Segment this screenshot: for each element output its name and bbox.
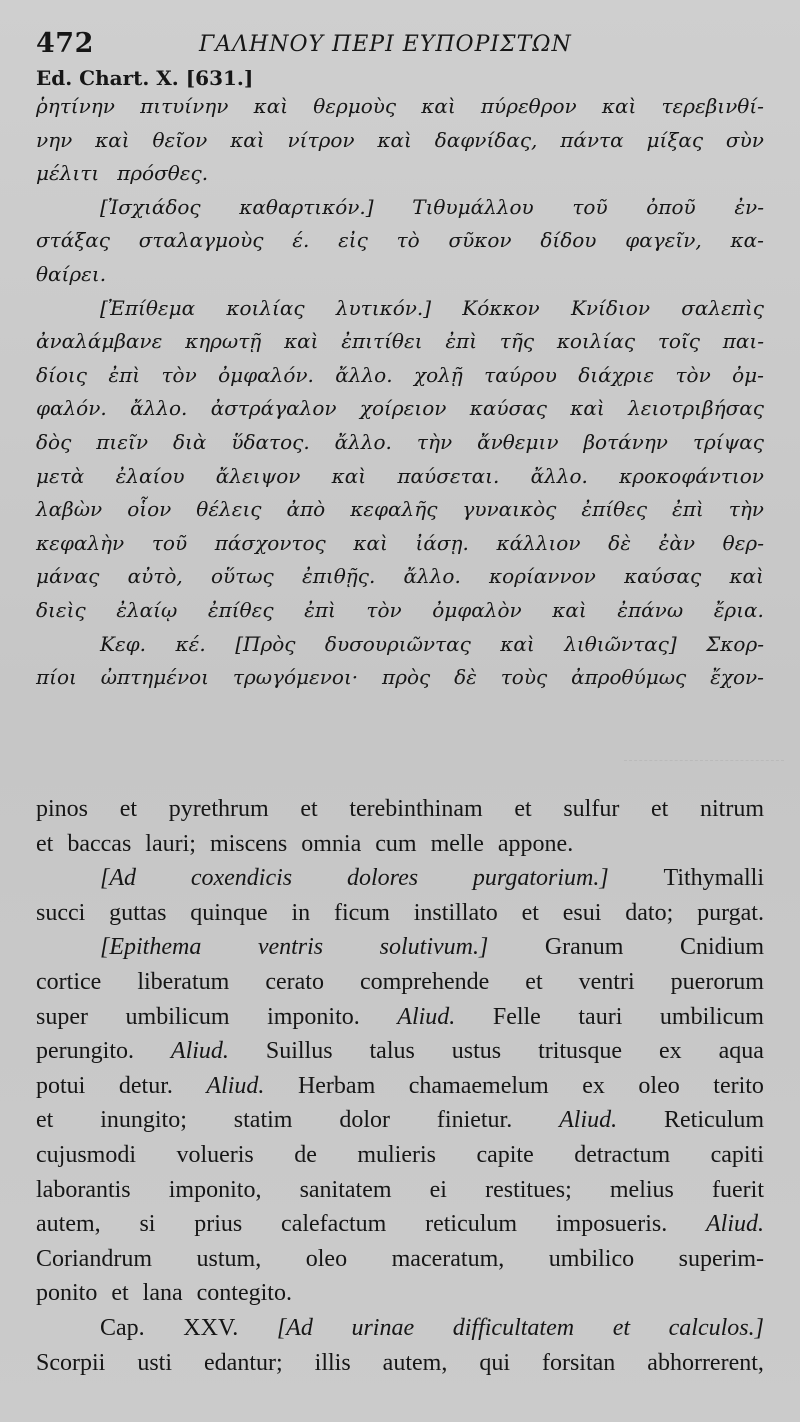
word: γυναικὸς: [462, 497, 557, 522]
word: εἰς: [338, 228, 368, 253]
word: ἀστράγαλον: [210, 396, 337, 421]
word: illis: [314, 1349, 351, 1376]
word: ταύρου: [484, 362, 557, 387]
word: καύσας: [624, 564, 702, 589]
word: πύρεθρον: [480, 94, 577, 118]
text-line: [36, 325, 764, 359]
word: urinae: [351, 1314, 415, 1341]
text-line: [36, 460, 764, 494]
word: [Epithema: [100, 934, 202, 961]
word: et: [650, 796, 669, 822]
page-number: 472: [36, 28, 94, 59]
word: τρίψας: [692, 429, 764, 454]
text-line: [36, 628, 764, 662]
word: cerato: [265, 968, 324, 995]
word: ἐπὶ: [672, 497, 704, 522]
word: appone.: [497, 830, 574, 857]
word: έ.: [292, 228, 310, 253]
text-line: [36, 292, 764, 326]
word: Tithymalli: [663, 865, 764, 892]
word: cum: [375, 830, 417, 857]
text-line: [36, 792, 764, 827]
word: δὲ: [454, 665, 477, 690]
word: capiti: [710, 1141, 764, 1168]
text-line: [36, 224, 764, 258]
word: βοτάνην: [583, 429, 668, 454]
word: et: [36, 830, 54, 857]
word: melle: [430, 830, 484, 857]
word: XXV.: [183, 1314, 239, 1341]
word: in: [291, 899, 311, 926]
word: Granum: [544, 934, 624, 961]
text-line: [36, 426, 764, 460]
word: dolores: [346, 865, 419, 892]
word: ἐπίθες: [207, 597, 274, 622]
word: διὰ: [172, 429, 207, 454]
word: ἔχον-: [710, 665, 764, 690]
word: ex: [582, 1072, 605, 1099]
word: et: [300, 796, 318, 822]
word: pinos: [36, 796, 89, 822]
word: κάλλιον: [496, 530, 581, 555]
word: διάχριε: [578, 362, 655, 387]
word: lana: [142, 1280, 183, 1307]
word: καὶ: [253, 94, 289, 118]
text-line: [36, 359, 764, 393]
word: τοὺς: [500, 665, 548, 690]
word: ὀμφαλὸν: [432, 597, 522, 622]
word: et: [111, 1280, 129, 1307]
word: νίτρον: [287, 127, 355, 152]
word: et: [525, 968, 543, 995]
word: [Ἐπίθεμα: [100, 295, 196, 320]
word: Aliud.: [206, 1072, 265, 1099]
word: et: [521, 899, 539, 926]
word: et: [612, 1314, 631, 1341]
text-line: [36, 827, 764, 862]
word: fuerit: [712, 1176, 764, 1203]
word: κορίαννον: [489, 564, 596, 589]
word: ἐπιθῇς.: [302, 564, 376, 589]
word: comprehende: [359, 968, 490, 995]
word: δὸς: [36, 429, 72, 454]
word: Aliud.: [706, 1211, 764, 1238]
word: puerorum: [670, 968, 764, 995]
word: καὶ: [421, 94, 456, 118]
word: κέ.: [175, 631, 206, 656]
word: aqua: [718, 1038, 764, 1065]
word: δίοις: [36, 362, 87, 387]
word: umbilico: [548, 1245, 635, 1272]
word: lauri;: [145, 830, 196, 857]
word: calefactum: [281, 1211, 387, 1238]
text-line: [36, 1173, 764, 1208]
word: oleo: [638, 1072, 680, 1099]
word: finietur.: [436, 1107, 513, 1134]
word: πάσχοντος: [214, 530, 326, 555]
word: ἄλλο.: [530, 463, 588, 488]
word: κηρωτῇ: [185, 329, 262, 354]
word: πίοι: [36, 665, 77, 690]
word: ventri: [578, 968, 635, 995]
word: melius: [609, 1176, 674, 1203]
word: coxendicis: [190, 865, 293, 892]
word: usti: [137, 1349, 173, 1376]
word: ustum,: [196, 1245, 262, 1272]
text-line: [36, 1311, 764, 1346]
word: ei: [429, 1176, 447, 1203]
word: ἀπροθύμως: [571, 665, 687, 690]
word: μέλιτι: [36, 161, 100, 186]
greek-text-block: [36, 90, 764, 695]
word: si: [139, 1211, 156, 1238]
word: cujusmodi: [36, 1141, 136, 1168]
word: ἐλαίου: [115, 463, 185, 488]
word: ἄλλο.: [403, 564, 461, 589]
word: πιτυίνην: [140, 94, 229, 118]
word: λαβὼν: [36, 497, 103, 522]
show-through-mark: [624, 760, 784, 775]
word: ἄλειψον: [215, 463, 301, 488]
word: ῥητίνην: [36, 94, 115, 118]
word: calculos.]: [668, 1314, 764, 1341]
word: prius: [194, 1211, 243, 1238]
text-line: [36, 861, 764, 896]
text-line: [36, 594, 764, 628]
word: ὀμ-: [732, 362, 764, 387]
page-header: [36, 28, 764, 64]
text-line: [36, 191, 764, 225]
word: θεῖον: [152, 127, 208, 152]
word: σταλαγμοὺς: [138, 228, 264, 253]
word: instillato: [413, 899, 498, 926]
word: Τιθυμάλλου: [412, 194, 534, 219]
word: ἐπὶ: [108, 362, 141, 387]
word: esui: [562, 899, 602, 926]
word: θαίρει.: [36, 261, 107, 286]
word: ἔρια.: [713, 597, 764, 622]
word: καὶ: [331, 463, 367, 488]
word: laborantis: [36, 1176, 131, 1203]
text-line: [36, 157, 764, 191]
word: τρωγόμενοι·: [232, 665, 359, 690]
word: qui: [479, 1349, 510, 1376]
word: καὶ: [552, 597, 587, 622]
latin-text-block: [36, 792, 764, 1380]
word: σαλεπὶς: [681, 295, 764, 320]
text-line: [36, 493, 764, 527]
word: ventris: [257, 934, 324, 961]
word: τὸν: [366, 597, 402, 622]
word: ponito: [36, 1280, 98, 1307]
word: μετὰ: [36, 463, 85, 488]
word: purgatorium.]: [472, 865, 609, 892]
word: καὶ: [729, 564, 764, 589]
word: pyrethrum: [168, 796, 269, 822]
word: [Ἰσχιάδος: [100, 194, 201, 219]
word: λειοτριβήσας: [628, 396, 764, 421]
word: [Ad: [100, 865, 136, 892]
word: οἷον: [127, 497, 172, 522]
word: ἄνθεμιν: [477, 429, 559, 454]
word: καὶ: [601, 94, 637, 118]
word: θερμοὺς: [313, 94, 397, 118]
text-line: [36, 1069, 764, 1104]
word: Aliud.: [397, 1003, 456, 1030]
word: ficum: [333, 899, 390, 926]
running-head: ΓΑΛΗΝΟΥ ΠΕΡΙ ΕΥΠΟΡΙΣΤΩΝ: [199, 32, 572, 57]
word: succi: [36, 899, 86, 926]
text-line: [36, 1103, 764, 1138]
text-line: [36, 124, 764, 158]
text-line: [36, 661, 764, 695]
word: abhorrerent,: [647, 1349, 764, 1376]
word: τὴν: [728, 497, 764, 522]
word: Herbam: [297, 1072, 376, 1099]
word: πιεῖν: [96, 429, 148, 454]
word: super: [36, 1003, 88, 1030]
word: ἐπιτίθει: [341, 329, 423, 354]
word: [Πρὸς: [235, 631, 296, 656]
word: talus: [369, 1038, 415, 1065]
word: guttas: [109, 899, 167, 926]
text-line: [36, 965, 764, 1000]
word: τὸν: [675, 362, 711, 387]
text-line: [36, 896, 764, 931]
word: δίδου: [540, 228, 597, 253]
text-line: [36, 930, 764, 965]
word: χοίρειον: [359, 396, 447, 421]
word: θερ-: [722, 530, 764, 555]
word: autem,: [382, 1349, 448, 1376]
text-line: [36, 1138, 764, 1173]
word: imponito.: [267, 1003, 360, 1030]
word: πάντα: [560, 127, 624, 152]
word: μίξας: [646, 127, 704, 152]
word: et: [36, 1107, 54, 1134]
word: imponito,: [168, 1176, 262, 1203]
word: quinque: [190, 899, 268, 926]
word: autem,: [36, 1211, 101, 1238]
word: Aliud.: [559, 1107, 618, 1134]
word: reticulum: [425, 1211, 518, 1238]
text-line: [36, 1207, 764, 1242]
word: solutivum.]: [379, 934, 489, 961]
word: φαλόν.: [36, 396, 107, 421]
word: φαγεῖν,: [625, 228, 702, 253]
word: καὶ: [353, 530, 388, 555]
text-line: [36, 1000, 764, 1035]
text-line: [36, 1276, 764, 1311]
word: Κνίδιον: [570, 295, 650, 320]
word: ἐν-: [734, 194, 764, 219]
word: detractum: [574, 1141, 671, 1168]
word: χολῇ: [413, 362, 463, 387]
word: ustus: [451, 1038, 502, 1065]
word: superim-: [678, 1245, 764, 1272]
word: ex: [659, 1038, 682, 1065]
word: λιθιῶντας]: [564, 631, 677, 656]
word: nitrum: [699, 796, 764, 822]
text-line: [36, 90, 764, 124]
word: Κόκκον: [462, 295, 540, 320]
word: ἐπίθες: [581, 497, 648, 522]
word: dolor: [339, 1107, 391, 1134]
word: κοιλίας: [226, 295, 305, 320]
word: ὠπτημένοι: [100, 665, 210, 690]
word: τοῦ: [572, 194, 608, 219]
word: παύσεται.: [397, 463, 500, 488]
word: ἐὰν: [658, 530, 695, 555]
word: volueris: [176, 1141, 254, 1168]
text-line: [36, 560, 764, 594]
word: ὀμφαλόν.: [218, 362, 314, 387]
word: Reticulum: [664, 1107, 764, 1134]
word: λυτικόν.]: [335, 295, 432, 320]
word: οὕτως: [210, 564, 274, 589]
word: Σκορ-: [706, 631, 764, 656]
word: ὀποῦ: [646, 194, 696, 219]
word: ἐπάνω: [617, 597, 684, 622]
word: κεφαλὴν: [36, 530, 125, 555]
word: dato;: [625, 899, 674, 926]
word: κροκοφάντιον: [619, 463, 764, 488]
word: capite: [476, 1141, 534, 1168]
word: sulfur: [563, 796, 620, 822]
word: τερεβινθί-: [661, 94, 764, 118]
word: καὶ: [570, 396, 605, 421]
word: παι-: [722, 329, 764, 354]
word: maceratum,: [391, 1245, 505, 1272]
word: tauri: [578, 1003, 623, 1030]
word: difficultatem: [452, 1314, 575, 1341]
text-line: [36, 1346, 764, 1381]
word: Coriandrum: [36, 1245, 152, 1272]
word: ἐπὶ: [304, 597, 336, 622]
word: chamaemelum: [408, 1072, 549, 1099]
word: δὲ: [608, 530, 631, 555]
word: Scorpii: [36, 1349, 106, 1376]
text-line: [36, 1034, 764, 1069]
word: forsitan: [541, 1349, 616, 1376]
word: umbilicum: [659, 1003, 764, 1030]
word: κεφαλῆς: [350, 497, 438, 522]
word: terito: [713, 1072, 764, 1099]
word: et: [119, 796, 138, 822]
word: omnia: [301, 830, 362, 857]
word: σὺν: [725, 127, 764, 152]
word: contegito.: [196, 1280, 292, 1307]
word: umbilicum: [125, 1003, 230, 1030]
word: oleo: [305, 1245, 348, 1272]
word: liberatum: [137, 968, 230, 995]
word: μάνας: [36, 564, 100, 589]
word: perungito.: [36, 1038, 134, 1065]
word: ἐλαίῳ: [116, 597, 178, 622]
word: τὸ: [396, 228, 420, 253]
word: potui: [36, 1072, 86, 1099]
word: de: [294, 1141, 317, 1168]
word: ἰάσῃ.: [415, 530, 469, 555]
word: terebinthinam: [349, 796, 483, 822]
word: καὶ: [500, 631, 535, 656]
word: θέλεις: [196, 497, 262, 522]
word: δυσουριῶντας: [324, 631, 471, 656]
word: καύσας: [469, 396, 547, 421]
word: cortice: [36, 968, 102, 995]
word: τοῖς: [657, 329, 700, 354]
word: νην: [36, 127, 73, 152]
edition-reference: Ed. Chart. X. [631.]: [36, 66, 254, 90]
word: στάξας: [36, 228, 110, 253]
word: [Ad: [276, 1314, 313, 1341]
word: σῦκον: [448, 228, 512, 253]
word: inungito;: [100, 1107, 187, 1134]
word: detur.: [118, 1072, 173, 1099]
word: Cap.: [100, 1314, 145, 1341]
word: restitues;: [485, 1176, 572, 1203]
word: πρὸς: [382, 665, 431, 690]
word: ἄλλο.: [130, 396, 188, 421]
word: purgat.: [697, 899, 764, 926]
word: δαφνίδας,: [434, 127, 538, 152]
word: ἄλλο.: [335, 362, 393, 387]
word: τοῦ: [151, 530, 188, 555]
word: miscens: [209, 830, 288, 857]
word: πρόσθες.: [117, 161, 209, 186]
word: διεὶς: [36, 597, 86, 622]
word: τὴν: [416, 429, 453, 454]
text-line: [36, 1242, 764, 1277]
word: Felle: [492, 1003, 541, 1030]
word: ἐπὶ: [445, 329, 478, 354]
word: καὶ: [95, 127, 130, 152]
text-line: [36, 258, 764, 292]
word: statim: [233, 1107, 293, 1134]
word: Aliud.: [170, 1038, 229, 1065]
word: ἀναλάμβανε: [36, 329, 163, 354]
word: καὶ: [284, 329, 319, 354]
word: καθαρτικόν.]: [239, 194, 374, 219]
word: Cnidium: [679, 934, 764, 961]
word: edantur;: [204, 1349, 283, 1376]
word: Κεφ.: [100, 631, 147, 656]
word: κοιλίας: [556, 329, 636, 354]
text-line: [36, 392, 764, 426]
word: ἀπὸ: [286, 497, 326, 522]
text-line: [36, 527, 764, 561]
word: καὶ: [377, 127, 412, 152]
word: baccas: [67, 830, 132, 857]
word: κα-: [730, 228, 764, 253]
word: καὶ: [230, 127, 265, 152]
word: tritusque: [538, 1038, 623, 1065]
word: imposueris.: [555, 1211, 668, 1238]
word: Suillus: [265, 1038, 333, 1065]
word: ἄλλο.: [334, 429, 392, 454]
word: αὐτὸ,: [127, 564, 183, 589]
word: τῆς: [499, 329, 535, 354]
word: ὕδατος.: [231, 429, 310, 454]
word: mulieris: [357, 1141, 436, 1168]
word: et: [514, 796, 532, 822]
word: τὸν: [161, 362, 197, 387]
word: sanitatem: [299, 1176, 392, 1203]
